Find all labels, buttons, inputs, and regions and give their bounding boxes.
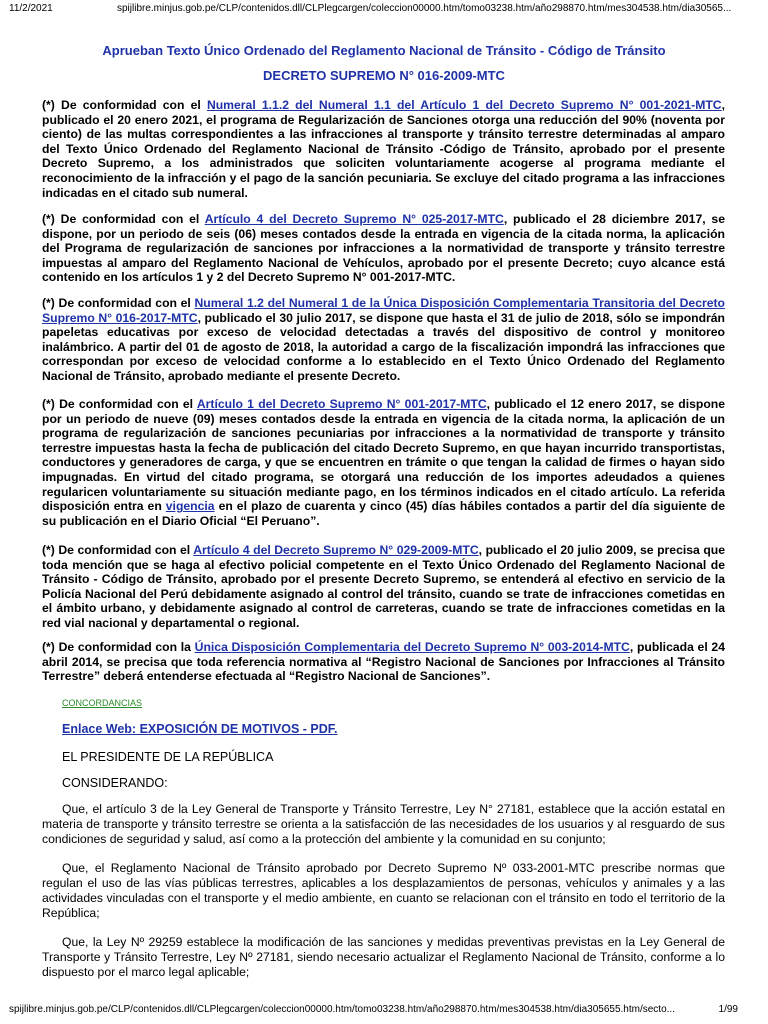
consideration-paragraph [42,861,725,921]
concordancias-link[interactable]: CONCORDANCIAS [62,698,143,708]
note-text: , publicado el 20 julio 2009, se precisa que toda mención que se haga al efectivo policial competente en el Texto Único Ordenado del Reglamento Nacional de Tránsito - Código de Tránsito, aprobado por el presente Decreto Supremo, se entenderá al efectivo en servicio de la Policía Nacional del Perú debidamente asignado al control del tránsito, cuando se trate de infracciones cometidas en el ámbito urbano, y debidamente asignado al control de carreteras, cuando se trate de infracciones cometidas en la red vial nacional y departamental o regional. [42,543,725,630]
consideration-text: Que, la Ley Nº 29259 establece la modificación de las sanciones y medidas preventivas previstas en la Ley General de Transporte y Tránsito Terrestre, Ley Nº 27181, siendo necesario actualizar el Reglamento Nacional de Tránsito, conforme a lo dispuesto por el marco legal aplicable; [42,935,725,979]
footer-url: spijlibre.minjus.gob.pe/CLP/contenidos.dll/CLPlegcargen/coleccion00000.htm/tomo03238.htm/año298870.htm/mes304538.htm/dia305655.htm/secto... [9,1004,675,1015]
note-link[interactable]: Artículo 4 del Decreto Supremo N° 029-2009-MTC [193,543,479,557]
consideration-paragraph [42,802,725,847]
note-text: , publicado el 12 enero 2017, se dispone por un periodo de nueve (09) meses contados desde la entrada en vigencia de la citada norma, la aplicación de un programa de regularización de sanciones pecuniarias por infracciones a la normatividad de transporte y tránsito terrestre impuestas hasta la fecha de publicación del citado Decreto Supremo, en que hayan incurrido transportistas, conductores y generadores de carga, y que se encuentren en trámite o que tengan la calidad de firmes o hayan sido impugnadas. En virtud del citado programa, se otorgará una reducción de los importes adeudados a quienes regularicen voluntariamente su situación mediante pago, en los términos indicados en el citado artículo. La referida disposición entra en [42,397,725,514]
note-paragraph [42,98,725,200]
note-text: en el plazo de cuarenta y cinco (45) días hábiles contados a partir del día siguiente de su publicación en el Diario Oficial “El Peruano”. [42,499,725,528]
note-text: , publicado el 20 enero 2021, el programa de Regularización de Sanciones otorga una reducción del 90% (noventa por ciento) de las multas correspondientes a las infracciones al transporte y tránsito terrestre determinadas al amparo del Texto Único Ordenado del Reglamento Nacional de Tránsito -Código de Tránsito, aprobado por el presente Decreto Supremo, a los administrados que soliciten voluntariamente acogerse al programa mediante el reconocimiento de la infracción y el pago de la sanción pecuniaria. Se excluye del citado programa a las infracciones indicadas en el citado sub numeral. [42,98,725,200]
note-link[interactable]: Numeral 1.2 del Numeral 1 de la Única Disposición Complementaria Transitoria del Decreto Supremo N° 016-2017-MTC [42,296,725,325]
note-prefix: (*) De conformidad con el [42,543,194,557]
exposicion-motivos-link[interactable]: Enlace Web: EXPOSICIÓN DE MOTIVOS - PDF. [62,722,338,736]
page-number: 1/99 [718,1004,738,1015]
note-prefix: (*) De conformidad con la [42,640,195,654]
note-paragraph [42,640,725,684]
consideration-text: Que, el artículo 3 de la Ley General de Transporte y Tránsito Terrestre, Ley N° 27181, establece que la acción estatal en materia de transporte y tránsito terrestre se orienta a la satisfacción de las necesidades de los usuarios y al resguardo de sus condiciones de seguridad y salud, así como a la protección del ambiente y la comunidad en su conjunto; [42,802,725,846]
note-paragraph [42,543,725,631]
note-text: , publicada el 24 abril 2014, se precisa que toda referencia normativa al “Registro Nacional de Sanciones por Infracciones al Tránsito Terrestre” deberá entenderse efectuada al “Registro Nacional de Sanciones”. [42,640,725,684]
print-url: spijlibre.minjus.gob.pe/CLP/contenidos.dll/CLPlegcargen/coleccion00000.htm/tomo03238.htm/año298870.htm/mes304538.htm/dia30565... [117,3,732,14]
note-paragraph [42,296,725,384]
vigencia-link[interactable]: vigencia [165,499,215,514]
consideration-text: Que, el Reglamento Nacional de Tránsito aprobado por Decreto Supremo Nº 033-2001-MTC prescribe normas que regulan el uso de las vías públicas terrestres, aplicables a los desplazamientos de personas, vehículos y animales y a las actividades vinculadas con el transporte y el medio ambiente, en cuanto se relacionan con el tránsito en todo el territorio de la República; [42,861,725,920]
considerando-heading: CONSIDERANDO: [62,776,168,790]
note-prefix: (*) De conformidad con el [42,397,197,411]
print-date: 11/2/2021 [9,3,53,14]
note-prefix: (*) De conformidad con el [42,212,205,226]
consideration-paragraph [42,935,725,980]
note-link[interactable]: Artículo 1 del Decreto Supremo N° 001-2017-MTC [196,397,487,411]
print-footer [0,1004,768,1018]
note-paragraph [42,212,725,285]
note-link[interactable]: Numeral 1.1.2 del Numeral 1.1 del Artículo 1 del Decreto Supremo N° 001-2021-MTC [206,98,722,112]
note-text: , publicado el 28 diciembre 2017, se dispone, por un periodo de seis (06) meses contados desde la entrada en vigencia de la citada norma, la aplicación del Programa de regularización de sanciones por infracciones a la normatividad de transporte y tránsito terrestre impuestas al amparo del Reglamento Nacional de Vehículos, aprobado por el presente Decreto; cuyo alcance está contenido en los artículos 1 y 2 del Decreto Supremo N° 001-2017-MTC. [42,212,725,285]
print-header [0,2,768,16]
note-paragraph [42,397,725,528]
document-title: Aprueban Texto Único Ordenado del Reglamento Nacional de Tránsito - Código de Tránsito [102,43,666,58]
note-prefix: (*) De conformidad con el [42,98,207,112]
decree-number: DECRETO SUPREMO N° 016-2009-MTC [263,68,505,83]
president-heading: EL PRESIDENTE DE LA REPÚBLICA [62,750,274,764]
note-prefix: (*) De conformidad con el [42,296,195,310]
note-text: , publicado el 30 julio 2017, se dispone que hasta el 31 de julio de 2018, sólo se impondrán papeletas educativas por exceso de velocidad detectadas a través del dispositivo de control y monitoreo inalámbrico. A partir del 01 de agosto de 2018, la autoridad a cargo de la fiscalización impondrá las infracciones que correspondan por exceso de velocidad conforme a lo establecido en el Texto Único Ordenado del Reglamento Nacional de Tránsito, aprobado mediante el presente Decreto. [42,310,725,383]
note-link[interactable]: Única Disposición Complementaria del Decreto Supremo N° 003-2014-MTC [194,640,630,654]
note-link[interactable]: Artículo 4 del Decreto Supremo N° 025-2017-MTC [204,212,504,226]
